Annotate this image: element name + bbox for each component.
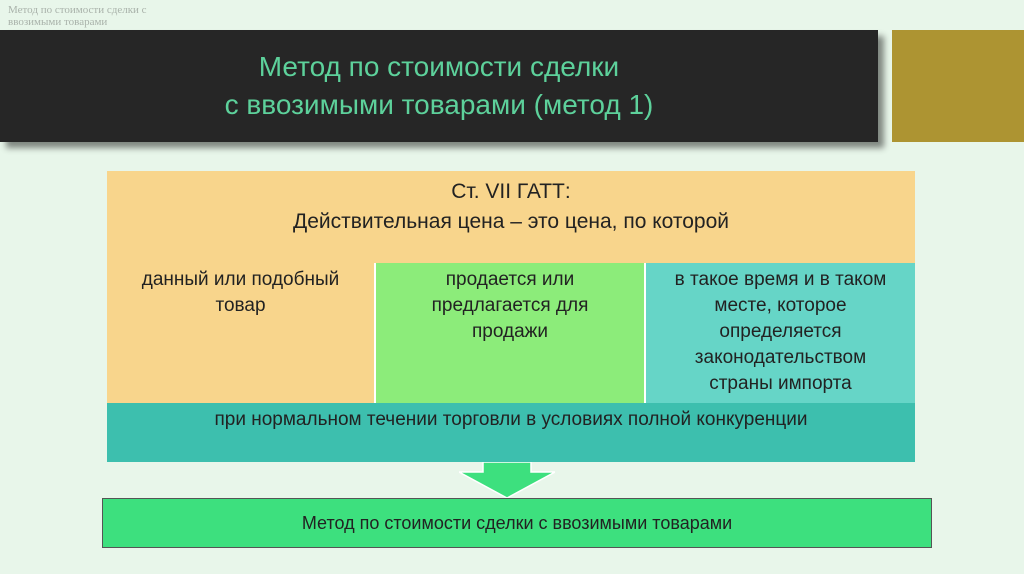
column-goods-text: данный или подобный товар — [141, 269, 340, 316]
accent-block — [892, 30, 1024, 142]
column-time-place — [646, 263, 915, 403]
column-sold — [376, 263, 646, 403]
result-text: Метод по стоимости сделки с ввозимыми товарами — [301, 512, 733, 533]
result-box — [102, 498, 932, 548]
slide-title-line-1: Метод по стоимости сделки — [258, 51, 620, 82]
slide-title-line-2: с ввозимыми товарами (метод 1) — [224, 89, 654, 120]
condition-text: при нормальном течении торговли в условиях полной конкуренции — [214, 409, 808, 430]
column-goods — [107, 263, 376, 403]
column-sold-text: продается или предлагается для продажи — [431, 269, 589, 342]
column-time-place-text: в такое время и в таком месте, которое определяется законодательством страны импорта — [674, 269, 887, 394]
condition-bar — [107, 403, 915, 462]
gatt-header-line-1: Ст. VII ГАТТ: — [451, 180, 571, 203]
slide-title-bar — [0, 30, 878, 142]
gatt-header — [107, 171, 915, 263]
down-arrow-icon — [459, 462, 555, 498]
watermark-text: Метод по стоимости сделки с ввозимыми товарами — [8, 4, 147, 28]
gatt-header-line-2: Действительная цена – это цена, по которой — [292, 210, 730, 233]
